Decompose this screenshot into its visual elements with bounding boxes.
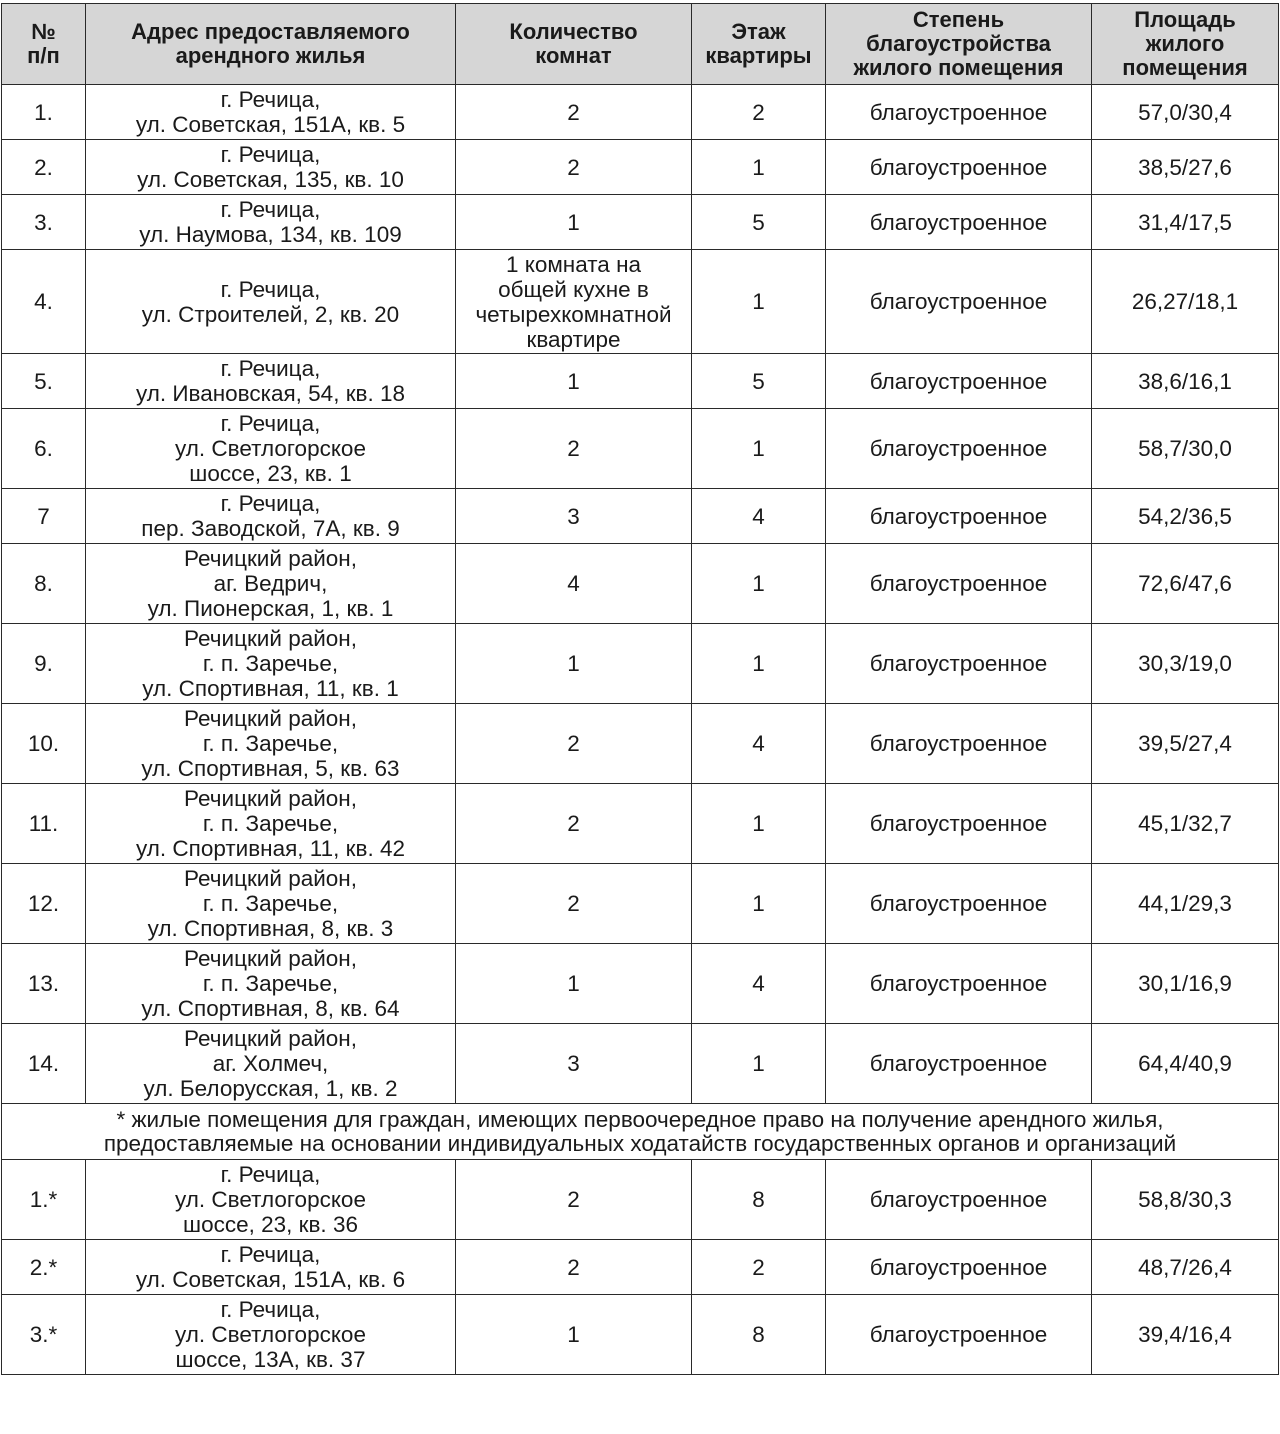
cell-number: 3. [2, 195, 86, 250]
cell-rooms: 1 [456, 354, 692, 409]
cell-address: Речицкий район, г. п. Заречье, ул. Спортивная, 8, кв. 3 [86, 864, 456, 944]
cell-condition: благоустроенное [826, 250, 1092, 354]
cell-address: г. Речица, пер. Заводской, 7А, кв. 9 [86, 489, 456, 544]
cell-number: 7 [2, 489, 86, 544]
cell-area: 48,7/26,4 [1092, 1240, 1279, 1295]
header-condition: Степень благоустройства жилого помещения [826, 4, 1092, 85]
cell-rooms: 2 [456, 409, 692, 489]
cell-floor: 1 [692, 409, 826, 489]
cell-floor: 1 [692, 250, 826, 354]
priority-note: * жилые помещения для граждан, имеющих первоочередное право на получение арендного жилья, предоставляемые на основании индивидуальных ходатайств государственных органов и организаций [2, 1104, 1279, 1160]
header-row [2, 4, 1279, 85]
cell-area: 26,27/18,1 [1092, 250, 1279, 354]
table-row [2, 1240, 1279, 1295]
cell-rooms: 2 [456, 1160, 692, 1240]
cell-floor: 1 [692, 1024, 826, 1104]
table-row [2, 140, 1279, 195]
cell-floor: 1 [692, 544, 826, 624]
table-row [2, 784, 1279, 864]
note-section [2, 1104, 1279, 1160]
cell-condition: благоустроенное [826, 1160, 1092, 1240]
cell-area: 57,0/30,4 [1092, 85, 1279, 140]
cell-area: 54,2/36,5 [1092, 489, 1279, 544]
cell-address: Речицкий район, г. п. Заречье, ул. Спортивная, 5, кв. 63 [86, 704, 456, 784]
cell-floor: 2 [692, 1240, 826, 1295]
cell-area: 30,3/19,0 [1092, 624, 1279, 704]
cell-area: 64,4/40,9 [1092, 1024, 1279, 1104]
table-row [2, 1160, 1279, 1240]
cell-floor: 1 [692, 140, 826, 195]
cell-condition: благоустроенное [826, 1240, 1092, 1295]
table-row [2, 195, 1279, 250]
cell-address: г. Речица, ул. Советская, 151А, кв. 5 [86, 85, 456, 140]
cell-floor: 4 [692, 944, 826, 1024]
cell-rooms: 3 [456, 1024, 692, 1104]
cell-rooms: 2 [456, 704, 692, 784]
cell-rooms: 1 [456, 1295, 692, 1375]
cell-floor: 8 [692, 1295, 826, 1375]
cell-address: г. Речица, ул. Наумова, 134, кв. 109 [86, 195, 456, 250]
cell-address: г. Речица, ул. Советская, 151А, кв. 6 [86, 1240, 456, 1295]
cell-floor: 1 [692, 864, 826, 944]
cell-area: 38,6/16,1 [1092, 354, 1279, 409]
cell-condition: благоустроенное [826, 85, 1092, 140]
cell-number: 10. [2, 704, 86, 784]
table-row [2, 489, 1279, 544]
cell-number: 4. [2, 250, 86, 354]
table-row [2, 250, 1279, 354]
cell-number: 3.* [2, 1295, 86, 1375]
cell-area: 58,7/30,0 [1092, 409, 1279, 489]
cell-number: 1.* [2, 1160, 86, 1240]
header-address: Адрес предоставляемого арендного жилья [86, 4, 456, 85]
cell-number: 6. [2, 409, 86, 489]
table-row [2, 944, 1279, 1024]
cell-floor: 8 [692, 1160, 826, 1240]
cell-address: Речицкий район, аг. Ведрич, ул. Пионерская, 1, кв. 1 [86, 544, 456, 624]
cell-condition: благоустроенное [826, 784, 1092, 864]
cell-floor: 4 [692, 704, 826, 784]
cell-address: Речицкий район, г. п. Заречье, ул. Спортивная, 11, кв. 1 [86, 624, 456, 704]
cell-condition: благоустроенное [826, 1024, 1092, 1104]
cell-area: 30,1/16,9 [1092, 944, 1279, 1024]
cell-rooms: 4 [456, 544, 692, 624]
cell-area: 39,4/16,4 [1092, 1295, 1279, 1375]
cell-condition: благоустроенное [826, 140, 1092, 195]
cell-rooms: 1 комната на общей кухне в четырехкомнатной квартире [456, 250, 692, 354]
cell-rooms: 2 [456, 140, 692, 195]
table-row [2, 624, 1279, 704]
cell-number: 5. [2, 354, 86, 409]
cell-address: Речицкий район, г. п. Заречье, ул. Спортивная, 8, кв. 64 [86, 944, 456, 1024]
cell-floor: 1 [692, 624, 826, 704]
cell-number: 2. [2, 140, 86, 195]
cell-rooms: 3 [456, 489, 692, 544]
cell-address: г. Речица, ул. Светлогорское шоссе, 23, кв. 1 [86, 409, 456, 489]
cell-number: 12. [2, 864, 86, 944]
cell-area: 45,1/32,7 [1092, 784, 1279, 864]
cell-number: 2.* [2, 1240, 86, 1295]
table-header [2, 4, 1279, 85]
cell-condition: благоустроенное [826, 944, 1092, 1024]
cell-number: 9. [2, 624, 86, 704]
cell-rooms: 2 [456, 1240, 692, 1295]
cell-condition: благоустроенное [826, 195, 1092, 250]
header-floor: Этаж квартиры [692, 4, 826, 85]
table-body [2, 85, 1279, 1104]
cell-number: 14. [2, 1024, 86, 1104]
cell-floor: 2 [692, 85, 826, 140]
cell-address: г. Речица, ул. Строителей, 2, кв. 20 [86, 250, 456, 354]
cell-condition: благоустроенное [826, 544, 1092, 624]
cell-area: 39,5/27,4 [1092, 704, 1279, 784]
cell-floor: 4 [692, 489, 826, 544]
cell-floor: 5 [692, 354, 826, 409]
cell-area: 72,6/47,6 [1092, 544, 1279, 624]
cell-condition: благоустроенное [826, 704, 1092, 784]
table-row [2, 1024, 1279, 1104]
cell-address: Речицкий район, аг. Холмеч, ул. Белорусская, 1, кв. 2 [86, 1024, 456, 1104]
cell-rooms: 2 [456, 85, 692, 140]
cell-area: 38,5/27,6 [1092, 140, 1279, 195]
cell-address: г. Речица, ул. Светлогорское шоссе, 23, кв. 36 [86, 1160, 456, 1240]
cell-rooms: 1 [456, 624, 692, 704]
cell-area: 58,8/30,3 [1092, 1160, 1279, 1240]
table-row [2, 85, 1279, 140]
cell-area: 44,1/29,3 [1092, 864, 1279, 944]
priority-table-body [2, 1160, 1279, 1375]
table-row [2, 704, 1279, 784]
cell-rooms: 1 [456, 195, 692, 250]
header-number: № п/п [2, 4, 86, 85]
cell-area: 31,4/17,5 [1092, 195, 1279, 250]
rental-housing-table [1, 3, 1279, 1375]
cell-address: г. Речица, ул. Советская, 135, кв. 10 [86, 140, 456, 195]
cell-rooms: 1 [456, 944, 692, 1024]
cell-number: 11. [2, 784, 86, 864]
cell-number: 13. [2, 944, 86, 1024]
header-area: Площадь жилого помещения [1092, 4, 1279, 85]
table-row [2, 409, 1279, 489]
cell-floor: 5 [692, 195, 826, 250]
table-row [2, 544, 1279, 624]
cell-rooms: 2 [456, 784, 692, 864]
cell-condition: благоустроенное [826, 1295, 1092, 1375]
cell-rooms: 2 [456, 864, 692, 944]
cell-address: г. Речица, ул. Светлогорское шоссе, 13А, кв. 37 [86, 1295, 456, 1375]
cell-condition: благоустроенное [826, 354, 1092, 409]
table-row [2, 1295, 1279, 1375]
cell-floor: 1 [692, 784, 826, 864]
header-rooms: Количество комнат [456, 4, 692, 85]
cell-address: г. Речица, ул. Ивановская, 54, кв. 18 [86, 354, 456, 409]
table-row [2, 354, 1279, 409]
table-row [2, 864, 1279, 944]
cell-condition: благоустроенное [826, 864, 1092, 944]
cell-condition: благоустроенное [826, 409, 1092, 489]
note-row [2, 1104, 1279, 1160]
cell-address: Речицкий район, г. п. Заречье, ул. Спортивная, 11, кв. 42 [86, 784, 456, 864]
cell-condition: благоустроенное [826, 489, 1092, 544]
cell-number: 1. [2, 85, 86, 140]
cell-number: 8. [2, 544, 86, 624]
cell-condition: благоустроенное [826, 624, 1092, 704]
